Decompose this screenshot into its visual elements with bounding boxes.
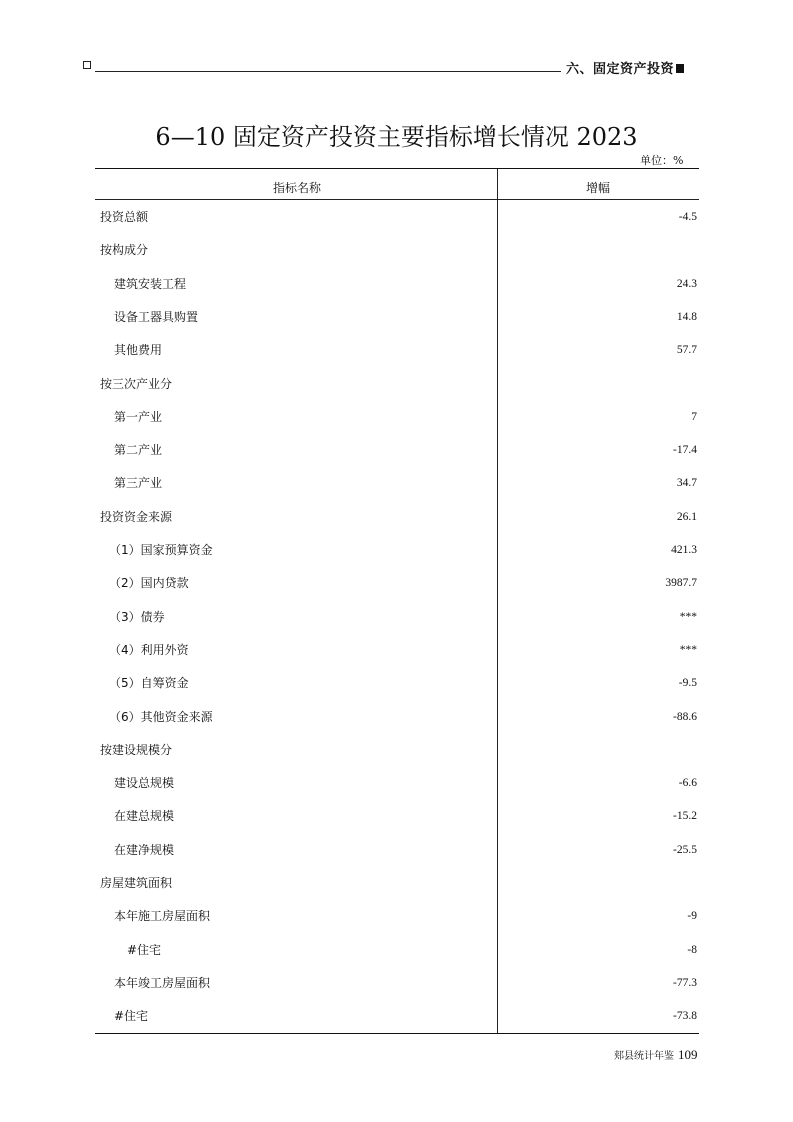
table-row <box>0 673 793 693</box>
row-value: -9.5 <box>678 677 697 689</box>
row-label: 按建设规模分 <box>100 743 173 757</box>
row-value: 34.7 <box>676 477 697 489</box>
table-row <box>0 440 793 460</box>
row-value: -77.3 <box>673 977 697 989</box>
row-label: 其他费用 <box>114 343 163 357</box>
column-divider <box>497 169 498 1033</box>
table-row <box>0 274 793 294</box>
table-row <box>0 1006 793 1026</box>
row-value: 421.3 <box>671 544 697 556</box>
row-label: 设备工器具购置 <box>114 310 199 324</box>
row-label: （3）债券 <box>109 610 165 624</box>
row-value: 26.1 <box>676 511 697 523</box>
unit-label: 单位：% <box>640 154 684 167</box>
table-row <box>0 973 793 993</box>
table-row <box>0 240 793 260</box>
row-value: 14.8 <box>676 311 697 323</box>
running-header <box>566 58 684 77</box>
table-row <box>0 540 793 560</box>
table-title: 6—10 固定资产投资主要指标增长情况 2023 <box>155 123 638 151</box>
row-label: #住宅 <box>127 943 162 957</box>
row-label: 按三次产业分 <box>100 377 173 391</box>
table-row <box>0 573 793 593</box>
row-label: （6）其他资金来源 <box>109 710 213 724</box>
row-value: *** <box>679 644 697 656</box>
page-number: 109 <box>678 1047 698 1062</box>
row-label: 在建总规模 <box>114 809 175 823</box>
table-header-rule <box>95 199 699 200</box>
table-row <box>0 873 793 893</box>
table-row <box>0 607 793 627</box>
row-label: 投资总额 <box>100 210 149 224</box>
row-value: -73.8 <box>673 1010 697 1022</box>
row-label: 按构成分 <box>100 243 149 257</box>
table-row <box>0 507 793 527</box>
table-row <box>0 806 793 826</box>
row-label: 本年施工房屋面积 <box>114 909 211 923</box>
row-value: 57.7 <box>676 344 697 356</box>
column-header-name: 指标名称 <box>273 181 322 195</box>
table-top-rule <box>95 168 699 169</box>
table-bottom-rule <box>95 1033 699 1034</box>
table-row <box>0 840 793 860</box>
table-row <box>0 374 793 394</box>
page-footer <box>614 1044 698 1063</box>
row-label: 在建净规模 <box>114 843 175 857</box>
table-row <box>0 640 793 660</box>
table-row <box>0 207 793 227</box>
table-row <box>0 940 793 960</box>
row-label: 第二产业 <box>114 443 163 457</box>
row-label: （5）自筹资金 <box>109 676 189 690</box>
row-value: -17.4 <box>673 444 697 456</box>
row-value: -25.5 <box>673 844 697 856</box>
section-label: 六、固定资产投资 <box>566 62 675 77</box>
row-label: （4）利用外资 <box>109 643 189 657</box>
row-value: 3987.7 <box>665 577 697 589</box>
row-value: *** <box>679 611 697 623</box>
row-value: -6.6 <box>678 777 697 789</box>
row-label: 房屋建筑面积 <box>100 876 173 890</box>
row-label: （2）国内贷款 <box>109 576 189 590</box>
table-row <box>0 906 793 926</box>
row-label: #住宅 <box>114 1009 149 1023</box>
row-value: -4.5 <box>678 211 697 223</box>
row-value: -88.6 <box>673 711 697 723</box>
row-value: 24.3 <box>676 278 697 290</box>
table-row <box>0 740 793 760</box>
column-header-growth: 增幅 <box>586 181 611 195</box>
row-label: 第一产业 <box>114 410 163 424</box>
black-square-icon <box>676 64 684 73</box>
table-row <box>0 307 793 327</box>
table-row <box>0 407 793 427</box>
row-label: 第三产业 <box>114 476 163 490</box>
book-title: 郏县统计年鉴 <box>614 1051 674 1062</box>
row-label: （1）国家预算资金 <box>109 543 213 557</box>
row-label: 建筑安装工程 <box>114 277 187 291</box>
row-value: -8 <box>687 944 697 956</box>
header-checkbox-mark <box>83 61 91 69</box>
table-row <box>0 473 793 493</box>
table-row <box>0 707 793 727</box>
table-row <box>0 773 793 793</box>
header-rule <box>95 71 561 72</box>
row-value: -15.2 <box>673 810 697 822</box>
row-value: -9 <box>687 910 697 922</box>
row-value: 7 <box>691 411 697 423</box>
table-row <box>0 340 793 360</box>
row-label: 本年竣工房屋面积 <box>114 976 211 990</box>
row-label: 建设总规模 <box>114 776 175 790</box>
row-label: 投资资金来源 <box>100 510 173 524</box>
